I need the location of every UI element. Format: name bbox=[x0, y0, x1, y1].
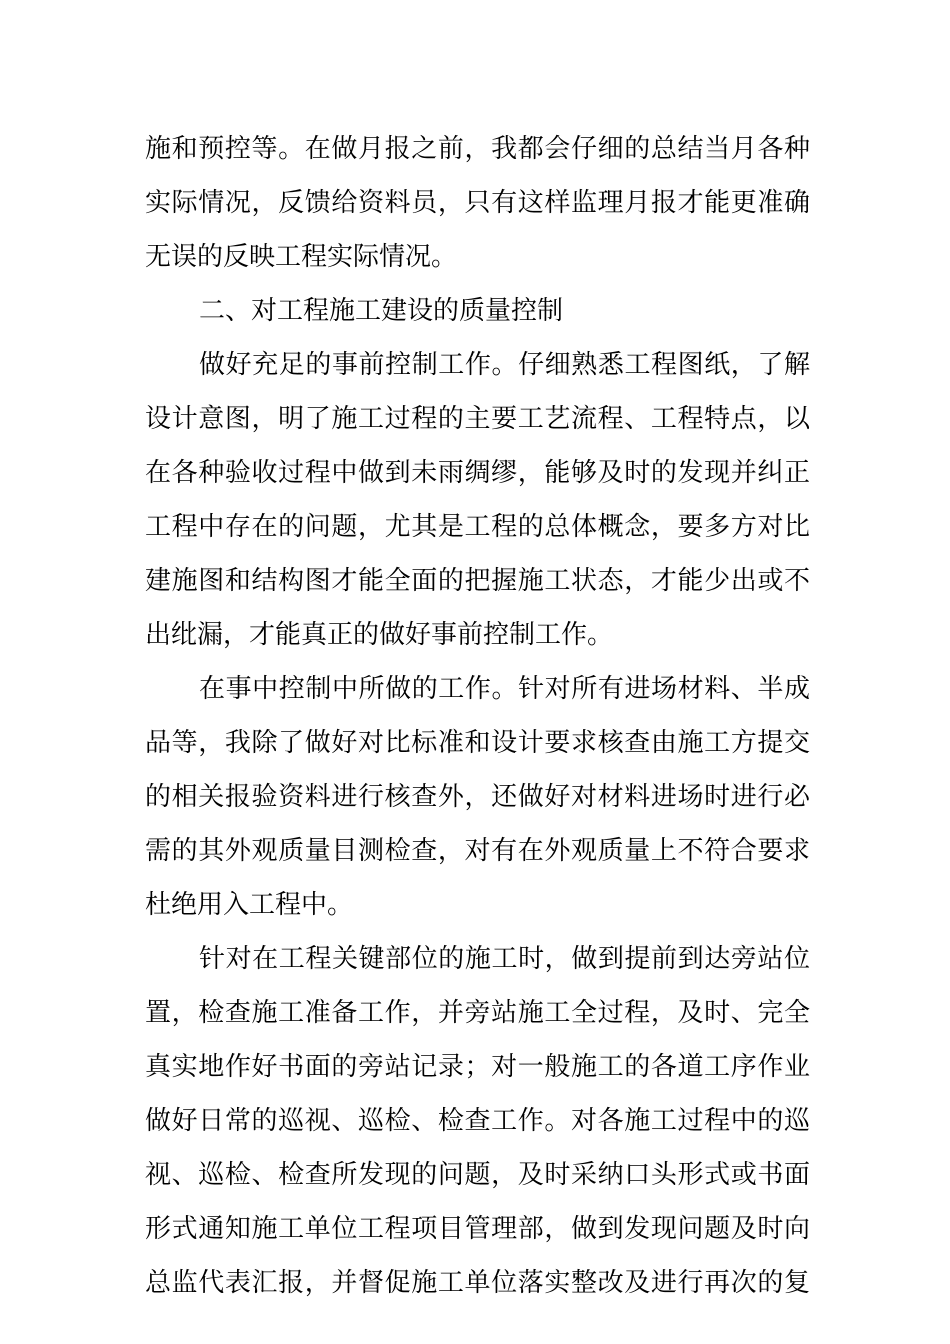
text-line: 建施图和结构图才能全面的把握施工状态，才能少出或不 bbox=[145, 566, 810, 596]
text-line: 置，检查施工准备工作，并旁站施工全过程，及时、完全 bbox=[145, 998, 810, 1028]
text-line: 总监代表汇报，并督促施工单位落实整改及进行再次的复 bbox=[145, 1268, 810, 1298]
text-line: 做好充足的事前控制工作。仔细熟悉工程图纸，了解 bbox=[199, 350, 810, 380]
text-line: 无误的反映工程实际情况。 bbox=[145, 242, 458, 272]
text-line: 二、对工程施工建设的质量控制 bbox=[199, 296, 564, 326]
text-line: 视、巡检、检查所发现的问题，及时采纳口头形式或书面 bbox=[145, 1160, 810, 1190]
text-line: 品等，我除了做好对比标准和设计要求核查由施工方提交 bbox=[145, 728, 810, 758]
text-line: 实际情况，反馈给资料员，只有这样监理月报才能更准确 bbox=[145, 188, 810, 218]
body-text bbox=[145, 122, 810, 1310]
text-line: 需的其外观质量目测检查，对有在外观质量上不符合要求 bbox=[145, 836, 810, 866]
text-line: 形式通知施工单位工程项目管理部，做到发现问题及时向 bbox=[145, 1214, 810, 1244]
text-line: 针对在工程关键部位的施工时，做到提前到达旁站位 bbox=[199, 944, 810, 974]
text-line: 在事中控制中所做的工作。针对所有进场材料、半成 bbox=[199, 674, 810, 704]
text-line: 做好日常的巡视、巡检、检查工作。对各施工过程中的巡 bbox=[145, 1106, 810, 1136]
text-line: 设计意图，明了施工过程的主要工艺流程、工程特点，以 bbox=[145, 404, 810, 434]
text-line: 真实地作好书面的旁站记录；对一般施工的各道工序作业 bbox=[145, 1052, 810, 1082]
text-line: 在各种验收过程中做到未雨绸缪，能够及时的发现并纠正 bbox=[145, 458, 810, 488]
text-line: 工程中存在的问题，尤其是工程的总体概念，要多方对比 bbox=[145, 512, 810, 542]
text-line: 出纰漏，才能真正的做好事前控制工作。 bbox=[145, 620, 614, 650]
text-line: 的相关报验资料进行核查外，还做好对材料进场时进行必 bbox=[145, 782, 810, 812]
text-line: 杜绝用入工程中。 bbox=[145, 890, 354, 920]
text-line: 施和预控等。在做月报之前，我都会仔细的总结当月各种 bbox=[145, 134, 810, 164]
